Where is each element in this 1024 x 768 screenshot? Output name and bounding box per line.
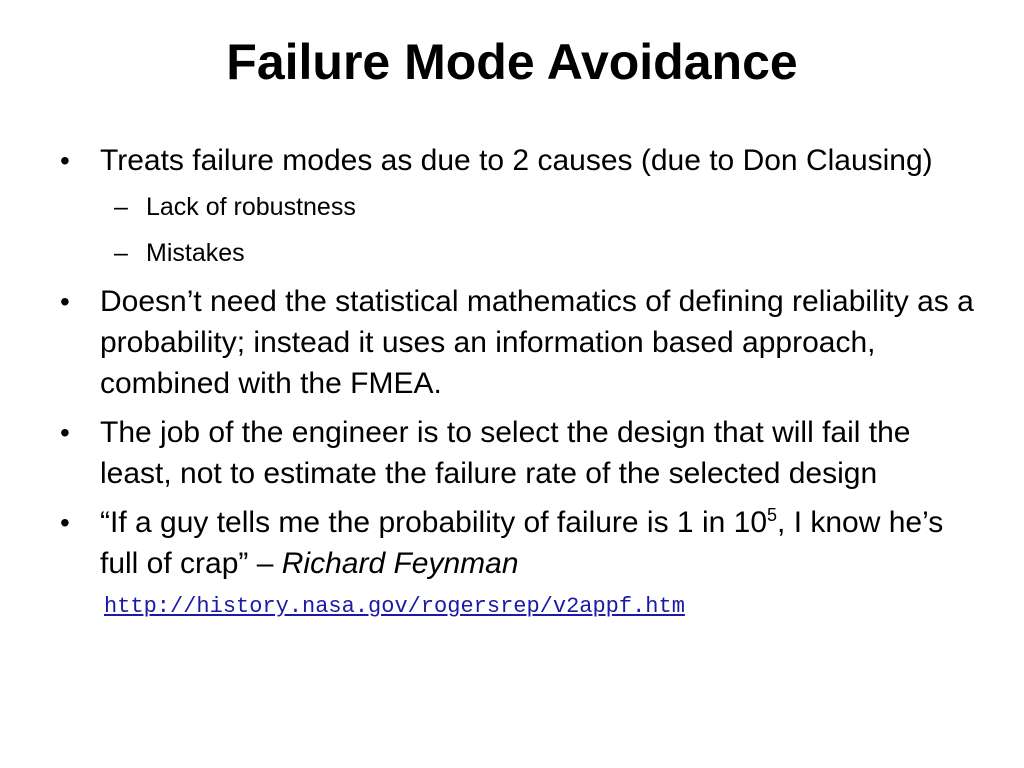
bullet-list bbox=[58, 140, 978, 622]
bullet-item-quote bbox=[58, 502, 978, 584]
sub-item-text: Lack of robustness bbox=[146, 193, 356, 221]
sub-item-text: Mistakes bbox=[146, 239, 245, 267]
bullet-text: The job of the engineer is to select the design that will fail the least, not to estimate the failure rate of the selected design bbox=[100, 416, 911, 490]
quote-superscript: 5 bbox=[767, 505, 778, 525]
dash-icon: – bbox=[114, 239, 128, 267]
bullet-item bbox=[58, 412, 978, 494]
bullet-icon: • bbox=[60, 417, 70, 448]
reference-link[interactable]: http://history.nasa.gov/rogersrep/v2appf.htm bbox=[104, 594, 685, 619]
quote-text: “If a guy tells me the probability of failure is 1 in 10 bbox=[100, 506, 768, 539]
dash-icon: – bbox=[114, 193, 128, 221]
reference-link-row bbox=[58, 592, 978, 622]
bullet-text: Treats failure modes as due to 2 causes (due to Don Clausing) bbox=[100, 144, 933, 177]
quote-text-continued: , I know he’s full of crap” – bbox=[100, 506, 944, 580]
sub-item bbox=[58, 235, 978, 271]
slide-title: Failure Mode Avoidance bbox=[226, 34, 798, 90]
bullet-item bbox=[58, 281, 978, 404]
bullet-icon: • bbox=[60, 507, 70, 538]
bullet-item bbox=[58, 140, 978, 181]
sub-list bbox=[58, 189, 978, 271]
sub-item bbox=[58, 189, 978, 225]
bullet-text: Doesn’t need the statistical mathematics of defining reliability as a probability; instead it uses an information based approach, combined with the FMEA. bbox=[100, 285, 974, 400]
bullet-icon: • bbox=[60, 286, 70, 317]
quote-author: Richard Feynman bbox=[281, 547, 519, 580]
bullet-icon: • bbox=[60, 145, 70, 176]
